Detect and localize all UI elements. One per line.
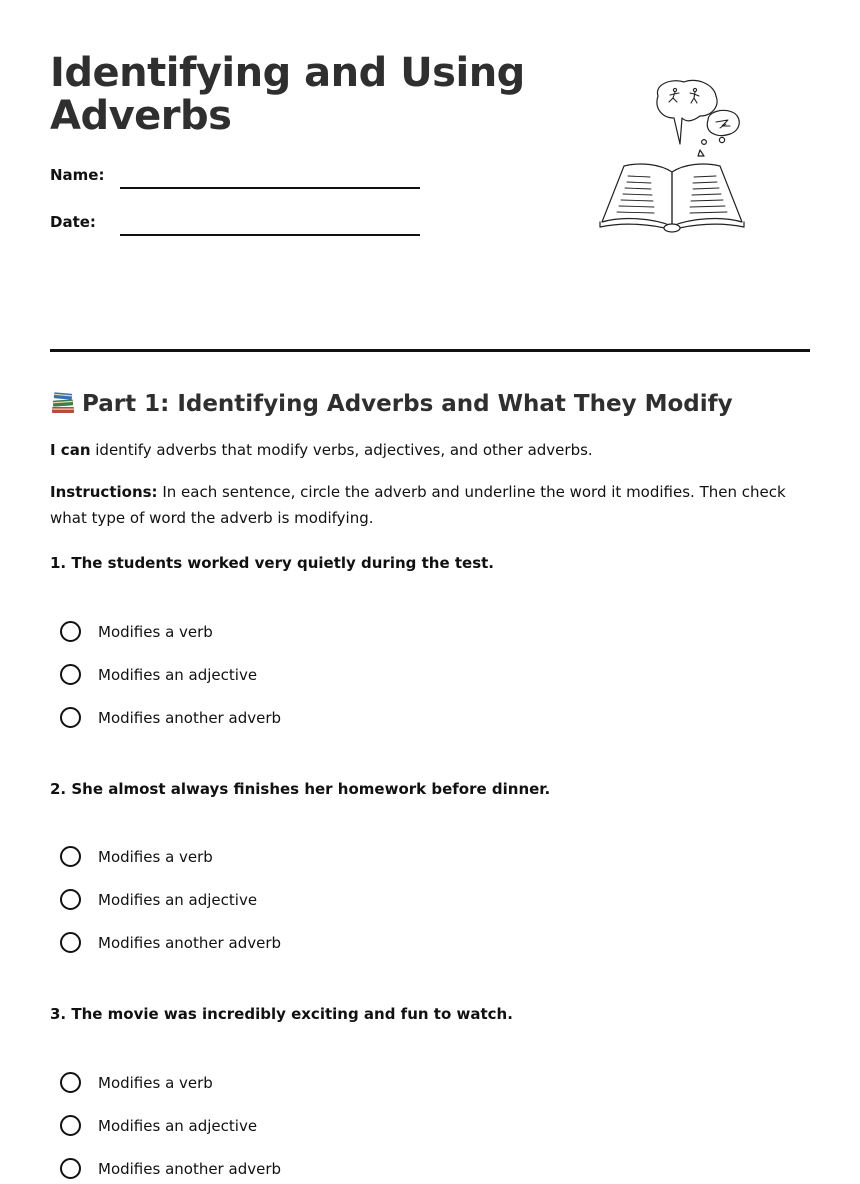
option-label: Modifies an adjective [98, 666, 258, 684]
thought-bubble-small [707, 110, 739, 135]
option-label: Modifies an adjective [98, 1117, 258, 1135]
option-label: Modifies another adverb [98, 709, 282, 727]
name-label: Name: [50, 166, 105, 184]
q3-option-adverb[interactable] [60, 1158, 460, 1184]
book-left-text-lines [617, 176, 654, 213]
i-can-statement [50, 437, 810, 463]
scribble-icon [716, 120, 730, 128]
question-2: 2. She almost always finishes her homework before dinner. [50, 780, 551, 798]
title-line-1: Identifying and Using [50, 50, 525, 96]
radio-circle-icon[interactable] [60, 664, 81, 685]
option-label: Modifies a verb [98, 623, 213, 641]
running-figures-icon [669, 88, 699, 103]
question-1: 1. The students worked very quietly during the test. [50, 554, 494, 572]
radio-circle-icon[interactable] [60, 846, 81, 867]
part1-heading-text: Part 1: Identifying Adverbs and What They Modify [82, 391, 733, 417]
part1-heading [50, 388, 810, 420]
radio-circle-icon[interactable] [60, 1115, 81, 1136]
name-field [50, 166, 430, 196]
q3-option-verb[interactable] [60, 1072, 460, 1098]
option-label: Modifies a verb [98, 1074, 213, 1092]
q1-option-adjective[interactable] [60, 664, 460, 690]
i-can-bold: I can [50, 441, 91, 459]
book-right-page [672, 164, 742, 226]
book-left-page [602, 164, 672, 226]
book-spine-knob [664, 224, 680, 232]
open-book-illustration [596, 76, 748, 234]
instructions [50, 479, 810, 531]
worksheet-title [50, 52, 550, 138]
instructions-bold: Instructions: [50, 483, 158, 501]
date-write-line[interactable] [120, 234, 420, 236]
q1-option-verb[interactable] [60, 621, 460, 647]
q3-option-adjective[interactable] [60, 1115, 460, 1141]
title-line-2: Adverbs [50, 93, 232, 139]
i-can-text: identify adverbs that modify verbs, adjectives, and other adverbs. [90, 441, 593, 459]
date-field [50, 213, 430, 243]
date-label: Date: [50, 213, 96, 231]
radio-circle-icon[interactable] [60, 889, 81, 910]
question-3: 3. The movie was incredibly exciting and fun to watch. [50, 1005, 513, 1023]
option-label: Modifies another adverb [98, 934, 282, 952]
q1-option-adverb[interactable] [60, 707, 460, 733]
option-label: Modifies an adjective [98, 891, 258, 909]
bubble-dot-2 [702, 140, 707, 145]
q2-option-adverb[interactable] [60, 932, 460, 958]
thought-bubble-large [657, 80, 717, 144]
option-label: Modifies a verb [98, 848, 213, 866]
radio-circle-icon[interactable] [60, 1072, 81, 1093]
bubble-arrow [698, 150, 704, 156]
books-icon [50, 389, 76, 415]
option-label: Modifies another adverb [98, 1160, 282, 1178]
header-divider [50, 349, 810, 352]
radio-circle-icon[interactable] [60, 707, 81, 728]
bubble-dot-1 [719, 137, 724, 142]
name-write-line[interactable] [120, 187, 420, 189]
q2-option-adjective[interactable] [60, 889, 460, 915]
radio-circle-icon[interactable] [60, 621, 81, 642]
q2-option-verb[interactable] [60, 846, 460, 872]
instructions-text: In each sentence, circle the adverb and underline the word it modifies. Then check what type of word the adverb is modifying. [50, 483, 786, 527]
radio-circle-icon[interactable] [60, 932, 81, 953]
book-right-text-lines [690, 176, 727, 213]
radio-circle-icon[interactable] [60, 1158, 81, 1179]
